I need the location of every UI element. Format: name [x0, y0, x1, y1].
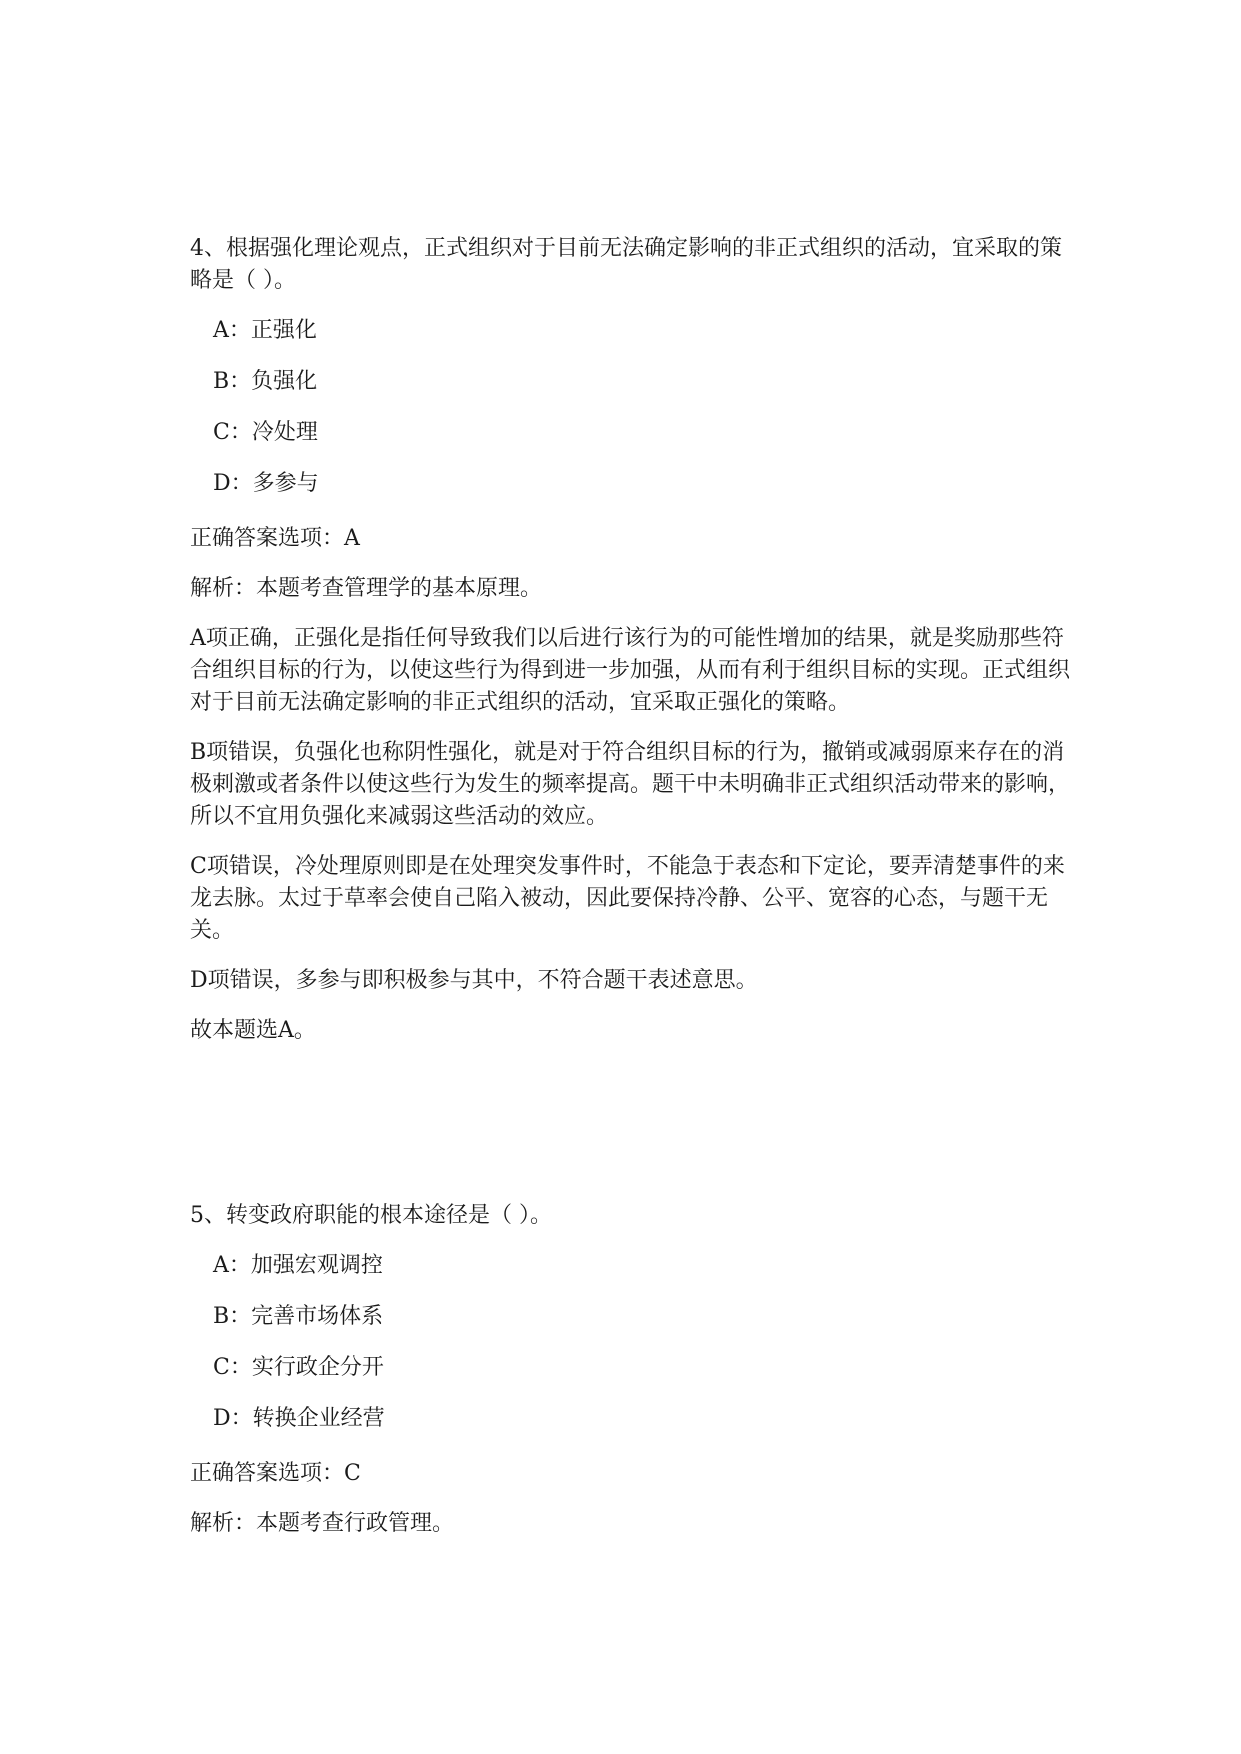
- option-text: 加强宏观调控: [250, 1253, 383, 1278]
- option-key: D：: [213, 1406, 253, 1431]
- question-5: [190, 1200, 1070, 1558]
- option-b: [190, 1301, 1070, 1352]
- option-text: 正强化: [250, 318, 317, 343]
- explanation-b: B项错误，负强化也称阴性强化，就是对于符合组织目标的行为，撤销或减弱原来存在的消极刺激或者条件以使这些行为发生的频率提高。题干中未明确非正式组织活动带来的影响，所以不宜用负强化来减弱这些活动的效应。: [190, 740, 1071, 829]
- option-list: [190, 1250, 1070, 1454]
- option-b: [190, 366, 1070, 417]
- option-text: 冷处理: [251, 420, 318, 445]
- option-c: [190, 417, 1070, 468]
- option-d: [190, 468, 1070, 519]
- option-key: C：: [213, 1355, 252, 1380]
- option-c: [190, 1352, 1070, 1403]
- answer-label: 正确答案选项：: [190, 526, 345, 551]
- option-d: [190, 1403, 1070, 1454]
- option-text: 转换企业经营: [252, 1406, 385, 1431]
- option-text: 多参与: [252, 471, 319, 496]
- option-text: 负强化: [251, 369, 318, 394]
- option-key: B：: [213, 1304, 252, 1329]
- explanation-a: A项正确，正强化是指任何导致我们以后进行该行为的可能性增加的结果，就是奖励那些符合组织目标的行为，以使这些行为得到进一步加强，从而有利于组织目标的实现。正式组织对于目前无法确定影响的非正式组织的活动，宜采取正强化的策略。: [190, 626, 1071, 715]
- question-4: [190, 233, 1070, 1065]
- option-a: [190, 1250, 1070, 1301]
- option-a: [190, 315, 1070, 366]
- option-text: 实行政企分开: [251, 1355, 384, 1380]
- analysis-intro: 解析：本题考查行政管理。: [190, 1511, 455, 1536]
- question-stem: 4、根据强化理论观点，正式组织对于目前无法确定影响的非正式组织的活动，宜采取的策略是（ ）。: [190, 236, 1063, 293]
- option-text: 完善市场体系: [251, 1304, 384, 1329]
- option-list: [190, 315, 1070, 519]
- option-key: D：: [213, 471, 253, 496]
- conclusion: 故本题选A。: [190, 1018, 316, 1043]
- question-stem: 5、转变政府职能的根本途径是（ ）。: [190, 1203, 552, 1228]
- explanation-d: D项错误，多参与即积极参与其中，不符合题干表述意思。: [190, 968, 758, 993]
- option-key: C：: [213, 420, 252, 445]
- explanation-c: C项错误，冷处理原则即是在处理突发事件时，不能急于表态和下定论，要弄清楚事件的来龙去脉。太过于草率会使自己陷入被动，因此要保持冷静、公平、宽容的心态，与题干无关。: [190, 854, 1065, 943]
- option-key: A：: [213, 318, 251, 343]
- answer-label: 正确答案选项：: [190, 1461, 345, 1486]
- correct-answer: [190, 523, 1070, 555]
- option-key: A：: [213, 1253, 251, 1278]
- answer-value: A: [344, 526, 360, 551]
- analysis-intro: 解析：本题考查管理学的基本原理。: [190, 576, 543, 601]
- correct-answer: [190, 1458, 1070, 1490]
- answer-value: C: [344, 1461, 361, 1486]
- option-key: B：: [213, 369, 252, 394]
